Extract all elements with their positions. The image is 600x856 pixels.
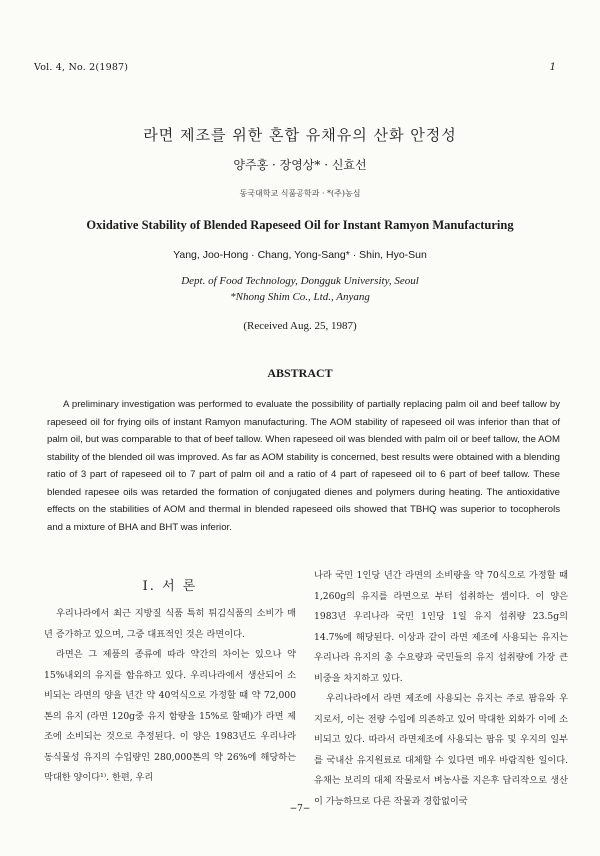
received-date: (Received Aug. 25, 1987) bbox=[243, 320, 357, 332]
affiliation-english-1: Dept. of Food Technology, Dongguk University, Seoul bbox=[181, 275, 419, 287]
paragraph: 나라 국민 1인당 년간 라면의 소비량을 약 70식으로 가정할 때 1,260g의 유지를 라면으로 부터 섭취하는 셈이다. 이 양은 1983년 우리나라 국민 1인당 1일 유지 섭취량 23.5g의 14.7%에 해당된다. 이상과 같이 라면 제조에 사용되는 유지는 우리나라 유지의 총 수요량과 국민들의 유지 섭취량에 가장 큰 비중을 차지하고 있다. bbox=[314, 570, 568, 684]
right-column bbox=[314, 566, 568, 812]
title-english: Oxidative Stability of Blended Rapeseed Oil for Instant Ramyon Manufacturing bbox=[86, 218, 514, 232]
affiliation-korean: 동국대학교 식품공학과 · *(주)농심 bbox=[239, 189, 361, 198]
authors-korean: 양주홍 · 장영상* · 신효선 bbox=[233, 158, 367, 172]
footer-page-label: −7− bbox=[289, 804, 311, 814]
abstract-heading: ABSTRACT bbox=[267, 366, 333, 380]
journal-volume: Vol. 4, No. 2(1987) bbox=[34, 62, 129, 73]
title-korean: 라면 제조를 위한 혼합 유채유의 산화 안정성 bbox=[143, 126, 457, 144]
left-column bbox=[44, 604, 296, 789]
authors-english: Yang, Joo-Hong · Chang, Yong-Sang* · Shin, Hyo-Sun bbox=[173, 249, 427, 261]
page-number: 1 bbox=[549, 62, 556, 73]
paragraph: 라면은 그 제품의 종류에 따라 약간의 차이는 있으나 약 15%내외의 유지를 함유하고 있다. 우리나라에서 생산되어 소비되는 라면의 양을 년간 약 40억식으로 가정할 때 약 72,000톤의 유지 (라면 120g중 유지 함량을 15%로 할때)가 라면 제조에 소비되는 것으로 추정된다. 이 양은 1983년도 우리나라 동식물성 유지의 수입량인 280,000톤의 약 26%에 해당하는 막대한 양이다¹⁾. 한편, 우리 bbox=[44, 649, 296, 783]
section-heading-introduction: I. 서 론 bbox=[142, 579, 198, 594]
affiliation-english-2: *Nhong Shim Co., Ltd., Anyang bbox=[230, 291, 370, 303]
paragraph: 우리나라에서 최근 지방질 식품 특히 튀김식품의 소비가 매년 증가하고 있으며, 그중 대표적인 것은 라면이다. bbox=[44, 608, 296, 640]
paragraph: 우리나라에서 라면 제조에 사용되는 유지는 주로 팜유와 우지로서, 이는 전량 수입에 의존하고 있어 막대한 외화가 이에 소비되고 있다. 따라서 라면제조에 사용되는 팜유 및 우지의 일부를 국내산 유지원료로 대체할 수 있다면 매우 바람직한 일이다. 유채는 보리의 대체 작물로서 벼농사를 지은후 답리작으로 생산이 가능하므로 다른 작물과 경합없이국 bbox=[314, 693, 568, 807]
abstract-body: A preliminary investigation was performed to evaluate the possibility of partially replacing palm oil and beef tallow by rapeseed oil for frying oils of instant Ramyon manufacturing. The AOM stability of rapeseed oil was inferior than that of palm oil, but was comparable to that of beef tallow. When rapeseed oil was blended with palm oil or beef tallow, the AOM stability of the blended oil was improved. As far as AOM stability is concerned, best results were obtained with a blending ratio of 3 part of rapeseed oil to 7 part of palm oil and a ratio of 4 part of rapeseed oil to 6 part of beef tallow. These blended rapesee oils was retarded the formation of conjugated dienes and polymers during heating. The antioxidative effects on the stabilities of AOM and thermal in blended rapeseed oils showed that TBHQ was superior to tocopherols and a mixture of BHA and BHT was inferior. bbox=[47, 399, 560, 533]
